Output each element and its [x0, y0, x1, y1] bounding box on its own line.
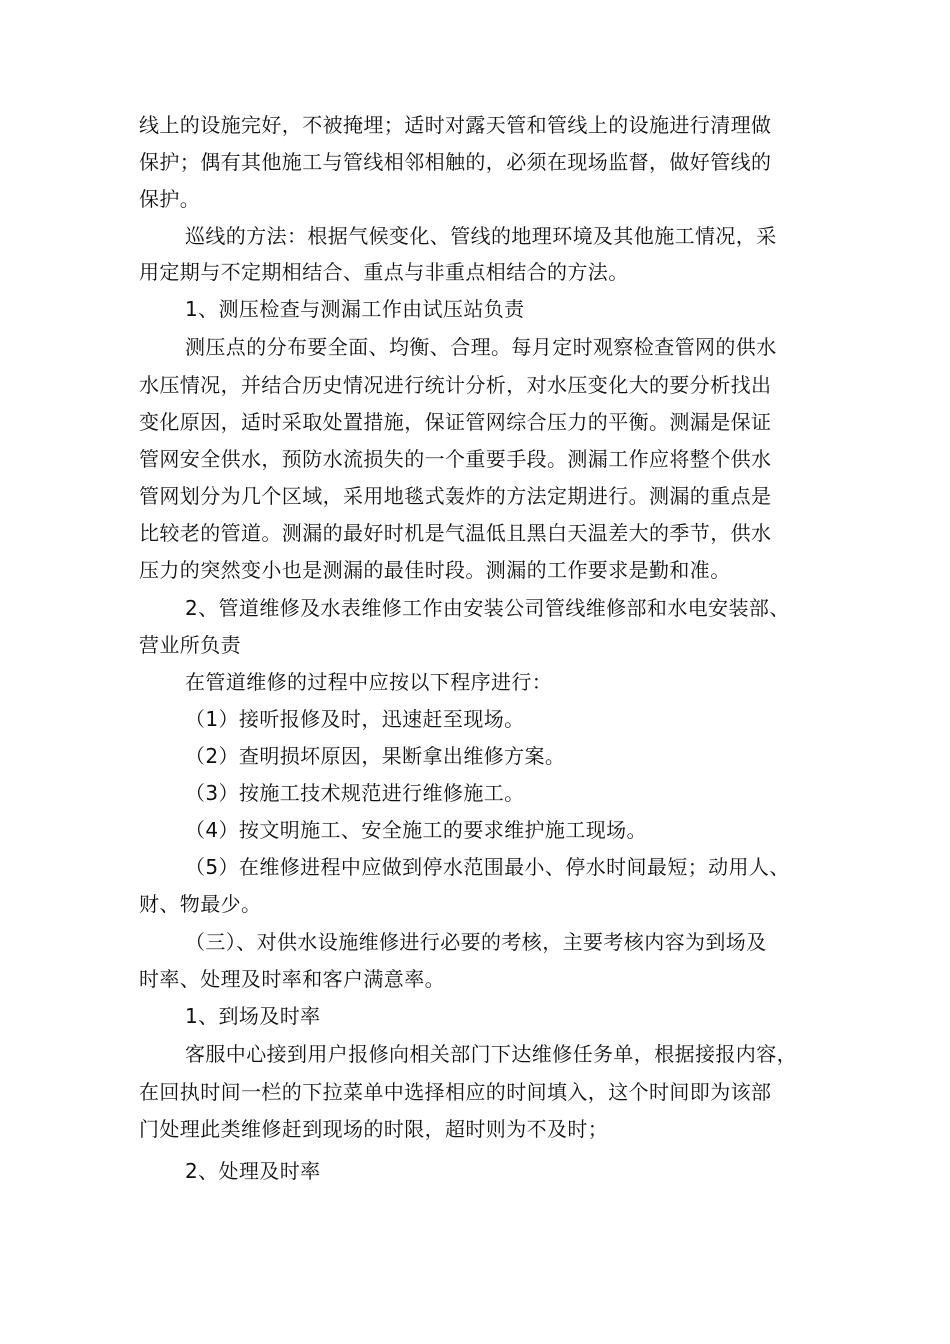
body-text-line: 变化原因，适时采取处置措施，保证管网综合压力的平衡。测漏是保证	[139, 410, 772, 434]
subsection-heading: 1、到场及时率	[185, 1004, 321, 1028]
list-item-continued: 财、物最少。	[139, 892, 262, 916]
body-text-line: 用定期与不定期相结合、重点与非重点相结合的方法。	[139, 260, 629, 284]
body-text-line: 比较老的管道。测漏的最好时机是气温低且黑白天温差大的季节，供水	[139, 521, 772, 545]
body-text-line: 保护。	[139, 187, 201, 211]
section-heading-continued: 时率、处理及时率和客户满意率。	[139, 967, 445, 991]
body-text-line: 线上的设施完好，不被掩埋；适时对露天管和管线上的设施进行清理做	[139, 113, 772, 137]
body-text-line: 门处理此类维修赶到现场的时限，超时则为不及时；	[139, 1117, 609, 1141]
paragraph-start: 巡线的方法：根据气候变化、管线的地理环境及其他施工情况，采	[185, 224, 777, 248]
list-item: （5）在维修进程中应做到停水范围最小、停水时间最短；动用人、	[185, 855, 790, 879]
paragraph-start: 客服中心接到用户报修向相关部门下达维修任务单，根据接报内容，	[185, 1042, 797, 1066]
subsection-heading: 2、处理及时率	[185, 1159, 321, 1183]
list-item: （4）按文明施工、安全施工的要求维护施工现场。	[185, 818, 647, 842]
paragraph-start: 在管道维修的过程中应按以下程序进行：	[185, 670, 553, 694]
body-text-line: 在回执时间一栏的下拉菜单中选择相应的时间填入，这个时间即为该部	[139, 1080, 772, 1104]
section-heading: 1、测压检查与测漏工作由试压站负责	[185, 297, 525, 321]
list-item: （3）按施工技术规范进行维修施工。	[185, 781, 525, 805]
body-text-line: 管网安全供水，预防水流损失的一个重要手段。测漏工作应将整个供水	[139, 447, 772, 471]
paragraph-start: 测压点的分布要全面、均衡、合理。每月定时观察检查管网的供水	[185, 335, 777, 359]
section-heading: 2、管道维修及水表维修工作由安装公司管线维修部和水电安装部、	[185, 596, 790, 620]
body-text-line: 水压情况，并结合历史情况进行统计分析，对水压变化大的要分析找出	[139, 373, 772, 397]
list-item: （1）接听报修及时，迅速赶至现场。	[185, 707, 525, 731]
body-text-line: 压力的突然变小也是测漏的最佳时段。测漏的工作要求是勤和准。	[139, 558, 731, 582]
list-item: （2）查明损坏原因，果断拿出维修方案。	[185, 744, 566, 768]
section-heading-continued: 营业所负责	[139, 633, 241, 657]
body-text-line: 管网划分为几个区域，采用地毯式轰炸的方法定期进行。测漏的重点是	[139, 484, 772, 508]
body-text-line: 保护；偶有其他施工与管线相邻相触的，必须在现场监督，做好管线的	[139, 150, 772, 174]
section-heading: （三）、对供水设施维修进行必要的考核，主要考核内容为到场及	[185, 930, 767, 954]
